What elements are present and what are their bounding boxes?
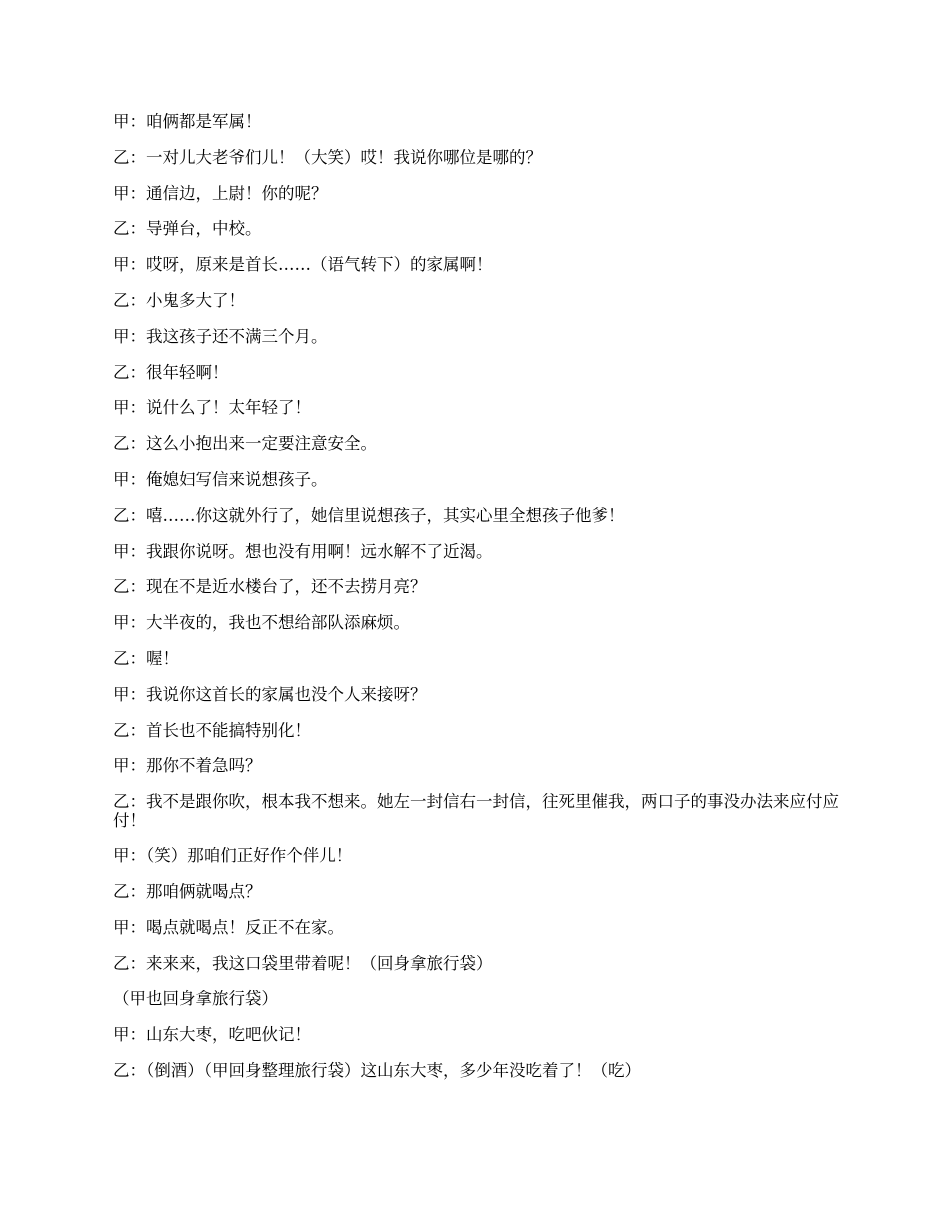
dialogue-line: 甲：哎呀，原来是首长……（语气转下）的家属啊！ (113, 255, 493, 275)
dialogue-line: 乙：现在不是近水楼台了，还不去捞月亮？ (113, 577, 427, 597)
dialogue-line: 乙：（倒酒）（甲回身整理旅行袋）这山东大枣，多少年没吃着了！（吃） (113, 1060, 641, 1080)
dialogue-line: 乙：这么小抱出来一定要注意安全。 (113, 434, 377, 454)
stage-direction: （甲也回身拿旅行袋） (113, 989, 278, 1009)
dialogue-body (113, 110, 843, 1095)
dialogue-line: 甲：咱俩都是军属！ (113, 112, 262, 131)
dialogue-line: 甲：那你不着急吗？ (113, 756, 262, 776)
dialogue-line: 甲：（笑）那咱们正好作个伴儿！ (113, 846, 353, 866)
dialogue-line: 乙：来来来，我这口袋里带着呢！（回身拿旅行袋） (113, 953, 493, 973)
dialogue-line: 乙：嘻……你这就外行了，她信里说想孩子，其实心里全想孩子他爹！ (113, 505, 625, 525)
dialogue-line: 乙：喔！ (113, 648, 179, 668)
dialogue-line: 甲：俺媳妇写信来说想孩子。 (113, 469, 328, 489)
dialogue-line: 乙：很年轻啊！ (113, 362, 229, 382)
dialogue-line: 甲：山东大枣，吃吧伙记！ (113, 1025, 311, 1045)
dialogue-line: 甲：我说你这首长的家属也没个人来接呀？ (113, 684, 427, 704)
dialogue-line: 乙：首长也不能搞特别化！ (113, 720, 311, 740)
dialogue-line: 甲：大半夜的，我也不想给部队添麻烦。 (113, 613, 410, 633)
dialogue-line: 乙：那咱俩就喝点？ (113, 881, 262, 901)
dialogue-line: 乙：一对儿大老爷们儿！（大笑）哎！我说你哪位是哪的？ (113, 147, 542, 167)
dialogue-line: 乙：我不是跟你吹，根本我不想来。她左一封信右一封信，往死里催我，两口子的事没办法来应付应付！ (113, 792, 839, 830)
dialogue-line: 乙：小鬼多大了！ (113, 290, 245, 310)
dialogue-line: 甲：通信边，上尉！你的呢？ (113, 183, 328, 203)
dialogue-line: 甲：我跟你说呀。想也没有用啊！远水解不了近渴。 (113, 541, 493, 561)
dialogue-line: 甲：说什么了！太年轻了！ (113, 398, 311, 418)
dialogue-line: 甲：我这孩子还不满三个月。 (113, 326, 328, 346)
dialogue-line: 甲：喝点就喝点！反正不在家。 (113, 917, 344, 937)
dialogue-line: 乙：导弹台，中校。 (113, 219, 262, 239)
